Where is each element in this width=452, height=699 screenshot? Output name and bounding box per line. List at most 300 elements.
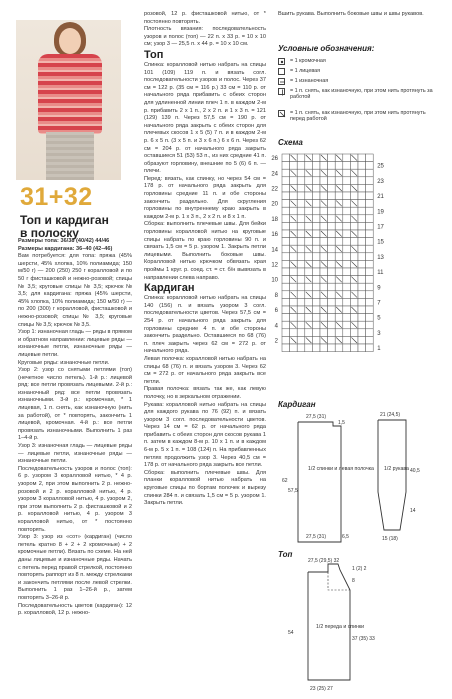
chart-cell xyxy=(358,253,366,261)
chart-cell xyxy=(366,192,374,200)
top-schematic-title: Топ xyxy=(278,550,293,559)
model-photo xyxy=(16,20,121,180)
legend-title: Условные обозначения: xyxy=(278,44,375,53)
chart-cell xyxy=(312,283,320,291)
chart-row-number: 18 xyxy=(271,216,278,223)
chart-cell xyxy=(282,207,290,215)
top-body-outline xyxy=(308,564,350,680)
chart-cell xyxy=(282,169,290,177)
model-skirt xyxy=(46,132,94,180)
chart-row-number: 19 xyxy=(377,209,384,216)
chart-cell xyxy=(290,253,298,261)
chart-cell xyxy=(282,306,290,314)
top-front: Перед: вязать, как спинку, но через 54 см = 178 р. от начального ряда закрыть для горловины средние 11 п. и обе стороны закончить раздельно. Для скругления горловины по внутреннему краю закрыть в каждом 2-м р. 1 x 3 п., 2 x 2 п. и 8 x 1 п. xyxy=(144,175,266,220)
chart-cell xyxy=(312,344,320,352)
chart-cell xyxy=(328,200,336,208)
dim-sleeve-top: 21 (24,5) xyxy=(380,412,401,418)
chart-cell xyxy=(366,329,374,337)
chart-cell xyxy=(335,268,343,276)
chart-cell xyxy=(335,222,343,230)
chart-cell xyxy=(312,192,320,200)
chart-cell xyxy=(328,314,336,322)
chart-cell xyxy=(290,162,298,170)
chart-row-number: 6 xyxy=(274,308,278,315)
chart-cell xyxy=(335,344,343,352)
chart-cell xyxy=(343,260,351,268)
chart-cell xyxy=(343,253,351,261)
chart-cell xyxy=(328,154,336,162)
heading-cardigan: Кардиган xyxy=(144,282,195,295)
chart-cell xyxy=(320,192,328,200)
dim-height-body: 54 xyxy=(288,630,294,636)
chart-cell xyxy=(282,329,290,337)
chart-cell xyxy=(290,192,298,200)
pattern-title-line1: Топ и кардиган xyxy=(20,213,109,227)
chart-cell xyxy=(358,169,366,177)
chart-cell xyxy=(312,230,320,238)
circular-rows: Круговые ряды: изнаночные петли. xyxy=(18,359,110,366)
cardigan-schematic xyxy=(278,412,443,547)
chart-cell xyxy=(366,253,374,261)
chart-cell xyxy=(366,245,374,253)
chart-cell xyxy=(366,260,374,268)
chart-cell xyxy=(328,207,336,215)
chart-cell xyxy=(290,268,298,276)
chart-cell xyxy=(312,154,320,162)
chart-cell xyxy=(297,291,305,299)
knitting-chart xyxy=(271,150,438,358)
chart-cell xyxy=(350,344,358,352)
chart-cell xyxy=(350,238,358,246)
chart-cell xyxy=(290,207,298,215)
chart-cell xyxy=(305,329,313,337)
chart-cell xyxy=(328,169,336,177)
dim-top-width: 27,5 (29,5) 32 xyxy=(308,558,340,564)
chart-cell xyxy=(366,306,374,314)
chart-cell xyxy=(320,283,328,291)
top-assembly: Сборка: выполнить плечевые швы. Для бейки горловины коралловой нитью на круговые спицы набрать по краю горловины 90 п. и связать 1,5 см = 5 р. узором 1. Закрыть петли лицевыми. Выполнить боковые швы. Коралловой нитью крючком обвязать края проймы 1 круг. р. соед. ст. = ст. б/н вывязать в направлении слева направо. xyxy=(144,221,266,281)
chart-cell xyxy=(343,230,351,238)
chart-cell xyxy=(297,314,305,322)
chart-row-number: 23 xyxy=(377,178,384,185)
chart-cell xyxy=(312,162,320,170)
chart-cell xyxy=(312,314,320,322)
cardigan-right-front: Правая полочка: вязать так же, как левую полочку, но в зеркальном отражении. xyxy=(144,386,266,400)
col2-continued: розовой, 12 р. фисташковой нитью, от * постоянно повторять. xyxy=(144,11,266,25)
chart-cell xyxy=(320,222,328,230)
chart-cell xyxy=(350,283,358,291)
chart-cell xyxy=(328,268,336,276)
top-back: Спинка: коралловой нитью набрать на спицы 101 (109) 119 п. и вязать согл. последовательности узоров и полос. Через 37 см = 122 р. (35 см = 116 р.) 33 см = 110 р. от начального ряда прибавить с обеих сторон для удлиненной линии плеч 1 п. в каждом 2-м р. прибавить 2 x 1 п., 2 x 2 п. и 1 x 3 п. = 121 (129) 139 п. Через 57,5 см = 190 р. от начального ряда закрыть с обеих сторон для плечевых скосов 1 x 5 (5) 7 п. и в каждом 2-м р. 6 x 5 п. (3 x 5 п. и 3 x 6 п.) 6 x 6 п. Через 62 см = 204 р. от начального ряда закрыть оставшиеся 51 (53) 53 п., из них средние 41 п. образуют горловину, внешние по 5 (6) 6 п. — плечи. xyxy=(144,61,266,175)
chart-cell xyxy=(343,276,351,284)
chart-cell xyxy=(328,283,336,291)
chart-cell xyxy=(358,222,366,230)
chart-cell xyxy=(366,336,374,344)
chart-cell xyxy=(328,276,336,284)
chart-cell xyxy=(297,344,305,352)
chart-cell xyxy=(282,154,290,162)
chart-cell xyxy=(297,321,305,329)
chart-cell xyxy=(305,177,313,185)
chart-row-number: 10 xyxy=(271,277,278,284)
chart-cell xyxy=(358,336,366,344)
chart-cell xyxy=(343,298,351,306)
chart-cell xyxy=(312,184,320,192)
chart-cell xyxy=(290,177,298,185)
chart-cell xyxy=(320,162,328,170)
label-sleeve: 1/2 рукава xyxy=(384,466,409,472)
chart-cell xyxy=(343,268,351,276)
pattern-3: Узор 3: изнаночная гладь — лицевые ряды — лицевые петли, изнаночные ряды — изнаночные петли. xyxy=(18,443,132,465)
chart-cell xyxy=(350,162,358,170)
chart-cell xyxy=(366,207,374,215)
chart-cell xyxy=(320,329,328,337)
chart-cell xyxy=(343,238,351,246)
chart-row-number: 13 xyxy=(377,254,384,261)
chart-row-number: 9 xyxy=(377,285,381,292)
chart-row-number: 26 xyxy=(271,156,278,163)
chart-cell xyxy=(350,253,358,261)
chart-cell xyxy=(290,298,298,306)
chart-cell xyxy=(343,291,351,299)
chart-cell xyxy=(328,162,336,170)
chart-cell xyxy=(282,184,290,192)
dim-shoulder: 1 (2) 2 xyxy=(352,566,367,572)
chart-cell xyxy=(282,260,290,268)
chart-cell xyxy=(350,177,358,185)
chart-cell xyxy=(358,268,366,276)
pattern-title xyxy=(20,214,109,240)
chart-cell xyxy=(282,321,290,329)
cardigan-assembly: Сборка: выполнить плечевые швы. Для планки коралловой нитью набрать на круговые спицы по бортам полочек и вырезу спинки 284 п. и связать 1,5 см = 5 р. узором 1. Закрыть петли. xyxy=(144,469,266,507)
chart-cell xyxy=(343,207,351,215)
chart-cell xyxy=(297,276,305,284)
label-half-back: 1/2 спинки и левая полочка xyxy=(308,466,374,472)
chart-cell xyxy=(297,154,305,162)
chart-cell xyxy=(297,192,305,200)
chart-cell xyxy=(297,215,305,223)
chart-cell xyxy=(282,291,290,299)
chart-cell xyxy=(297,336,305,344)
chart-cell xyxy=(366,154,374,162)
col3-intro: Вшить рукава. Выполнить боковые швы и швы рукавов. xyxy=(278,11,424,17)
chart-cell xyxy=(282,314,290,322)
chart-row-number: 7 xyxy=(377,300,381,307)
chart-cell xyxy=(297,162,305,170)
chart-cell xyxy=(335,192,343,200)
chart-cell xyxy=(328,215,336,223)
chart-cell xyxy=(366,344,374,352)
chart-cell xyxy=(328,329,336,337)
heading-top: Топ xyxy=(144,48,164,61)
chart-cell xyxy=(290,238,298,246)
label-half-front-back: 1/2 переда и спинки xyxy=(316,624,365,630)
chart-cell xyxy=(358,215,366,223)
pattern-number: 31+32 xyxy=(20,183,93,211)
dim-armhole: 37 (35) 33 xyxy=(352,636,375,642)
chart-cell xyxy=(366,215,374,223)
chart-cell xyxy=(320,314,328,322)
chart-cell xyxy=(282,336,290,344)
chart-cell xyxy=(305,192,313,200)
chart-cell xyxy=(343,184,351,192)
chart-cell xyxy=(312,169,320,177)
chart-cell xyxy=(366,169,374,177)
materials: Вам потребуется: для топа: пряжа (45% шерсти, 45% хлопка, 10% полиамида; 150 м/50 г) — 200 (250) 250 г коралловой и по 50 г фисташковой и нежно-розовой; спицы № 3,5; круговые спицы № 3,5; крючок № 3,5; для кардигана: пряжа (45% шерсти, 45% хлопка, 10% полиамида; 150 м/50 г) — по 200 (300) г коралловой, фисташковой и нежно-розовой; спицы № 3,5; круговые спицы № 3,5; крючок № 3,5. xyxy=(18,253,132,328)
chart-cell xyxy=(312,253,320,261)
chart-cell xyxy=(350,192,358,200)
chart-cell xyxy=(358,207,366,215)
chart-cell xyxy=(282,276,290,284)
chart-cell xyxy=(350,222,358,230)
chart-cell xyxy=(366,222,374,230)
chart-cell xyxy=(297,222,305,230)
chart-cell xyxy=(328,184,336,192)
pattern-1: Узор 1: изнаночная гладь — ряды в прямом и обратном направлении: лицевые ряды — изнаночные петли, изнаночные ряды — лицевые петли. xyxy=(18,329,132,358)
chart-cell xyxy=(335,314,343,322)
chart-cell xyxy=(358,230,366,238)
chart-cell xyxy=(366,291,374,299)
chart-cell xyxy=(297,245,305,253)
chart-row-number: 24 xyxy=(271,171,278,178)
chart-cell xyxy=(320,177,328,185)
chart-row-number: 11 xyxy=(377,270,384,277)
chart-cell xyxy=(312,321,320,329)
purl-symbol-icon xyxy=(278,78,285,85)
pattern-honeycomb: Узор 3: узор из «сот» (кардиган) (число петель кратно 8 + 2 + 2 кромочные) + 2 кромочные петли). Вязать по схеме. На ней даны лицевые и изнаночные ряды. Начать с петель перед правой стрелкой, постоянно повторять раппорт из 8 п. между стрелками и закончить петлями после левой стрелки. Выполнить 1 раз 1–26-й р., затем повторять 3–26-й р. xyxy=(18,534,132,601)
cardigan-sleeves: Рукава: коралловой нитью набрать на спицы для каждого рукава по 76 (92) п. и вязать узором 3 согл. последовательности цветов. Через 14 см = 62 р. от начального ряда прибавить с обеих сторон для скосов рукава 1 п. затем в каждом 8-м р. 10 x 1 п. и в каждом 6-м р. 5 x 1 п. = 108 (124) п. На прибавленных петлях продолжить узор 3. Через 40,5 см = 178 р. от начального ряда закрыть все петли. xyxy=(144,401,266,469)
sizes-top: Размеры топа: 36/38 (40/42) 44/46 xyxy=(18,238,110,244)
chart-cell xyxy=(305,222,313,230)
dim-sleeve-height: 40,5 xyxy=(410,468,420,474)
column-2 xyxy=(144,11,266,508)
chart-cell xyxy=(343,314,351,322)
chart-row-number: 21 xyxy=(377,194,384,201)
chart-cell xyxy=(358,314,366,322)
chart-cell xyxy=(343,169,351,177)
chart-cell xyxy=(305,314,313,322)
chart-cell xyxy=(312,276,320,284)
chart-cell xyxy=(366,200,374,208)
cardigan-sleeve-outline xyxy=(378,420,406,530)
sizes-cardigan: Размеры кардигана: 36–40 (42–46) xyxy=(18,245,113,252)
chart-cell xyxy=(282,344,290,352)
chart-cell xyxy=(282,283,290,291)
chart-cell xyxy=(328,238,336,246)
chart-cell xyxy=(366,283,374,291)
dim-sleeve-cuff: 14 xyxy=(410,508,416,514)
chart-cell xyxy=(290,283,298,291)
chart-cell xyxy=(290,314,298,322)
chart-row-number: 1 xyxy=(377,346,381,353)
chart-cell xyxy=(282,253,290,261)
chart-cell xyxy=(305,253,313,261)
chart-row-number: 4 xyxy=(274,323,278,330)
chart-cell xyxy=(328,260,336,268)
top-schematic xyxy=(278,560,443,695)
chart-cell xyxy=(282,298,290,306)
column-1 xyxy=(18,238,132,618)
chart-cell xyxy=(366,184,374,192)
chart-cell xyxy=(282,268,290,276)
chart-cell xyxy=(290,222,298,230)
chart-cell xyxy=(297,238,305,246)
chart-cell xyxy=(358,192,366,200)
chart-cell xyxy=(282,162,290,170)
chart-cell xyxy=(358,291,366,299)
chart-cell xyxy=(312,222,320,230)
chart-cell xyxy=(366,321,374,329)
chart-cell xyxy=(343,200,351,208)
chart-row-number: 25 xyxy=(377,163,384,170)
chart-cell xyxy=(343,344,351,352)
chart-row-number: 22 xyxy=(271,186,278,193)
chart-cell xyxy=(297,260,305,268)
chart-cell xyxy=(297,230,305,238)
chart-cell xyxy=(358,177,366,185)
chart-cell xyxy=(312,291,320,299)
chart-cell xyxy=(320,268,328,276)
chart-cell xyxy=(320,298,328,306)
chart-cell xyxy=(358,298,366,306)
chart-cell xyxy=(343,336,351,344)
chart-cell xyxy=(282,230,290,238)
cardigan-body-outline xyxy=(298,422,341,542)
chart-cell xyxy=(343,162,351,170)
chart-cell xyxy=(366,230,374,238)
chart-cell xyxy=(297,177,305,185)
chart-cell xyxy=(366,177,374,185)
chart-cell xyxy=(282,192,290,200)
chart-cell xyxy=(335,298,343,306)
pattern-title-line2: в полоску xyxy=(20,226,79,240)
chart-cell xyxy=(282,215,290,223)
chart-cell xyxy=(320,207,328,215)
chart-cell xyxy=(328,222,336,230)
chart-row-number: 17 xyxy=(377,224,384,231)
chart-cell xyxy=(343,215,351,223)
chart-cell xyxy=(350,268,358,276)
chart-cell xyxy=(343,192,351,200)
chart-cell xyxy=(297,184,305,192)
sequence-cardigan: Последовательность цветов (кардиган): 12 р. коралловой, 12 р. нежно- xyxy=(18,602,132,617)
slip-back-symbol-icon xyxy=(278,88,285,95)
chart-cell xyxy=(343,245,351,253)
chart-cell xyxy=(297,283,305,291)
chart-cell xyxy=(343,306,351,314)
chart-cell xyxy=(366,314,374,322)
chart-cell xyxy=(297,253,305,261)
dim-top-width: 27,5 (31) xyxy=(306,414,327,420)
chart-cell xyxy=(328,306,336,314)
chart-row-number: 3 xyxy=(377,330,381,337)
chart-cell xyxy=(358,245,366,253)
chart-row-number: 2 xyxy=(274,338,278,345)
chart-cell xyxy=(320,238,328,246)
chart-cell xyxy=(312,306,320,314)
chart-cell xyxy=(350,329,358,337)
pattern-2: Узор 2: узор со снятыми петлями (топ) (нечетное число петель). 1-й р.: лицевой ряд: все петли провязать лицевыми. 2-й р.: изнаночный ряд: все петли провязать изнаночными. 3-й р.: кромочная, * 1 лицевая, 1 п. снять, как изнаночную (нить за работой), от * повторять, закончить 1 лицевой, кромочная. 4-й р.: все петли провязать изнаночными. Выполнить 1 раз 1–4-й р. xyxy=(18,367,132,442)
chart-row-number: 12 xyxy=(271,262,278,269)
dim-bottom-width: 23 (25) 27 xyxy=(310,686,333,692)
chart-cell xyxy=(366,268,374,276)
chart-cell xyxy=(366,276,374,284)
scheme-title: Схема xyxy=(278,138,303,147)
chart-cell xyxy=(312,200,320,208)
chart-cell xyxy=(358,154,366,162)
chart-cell xyxy=(328,291,336,299)
striped-cardigan xyxy=(38,54,102,134)
chart-cell xyxy=(312,215,320,223)
gauge: Плотность вязания: последовательность узоров и полос (топ) — 22 п. x 33 р. = 10 x 10 см; узор 3 — 25,5 п. x 44 р. = 10 x 10 см. xyxy=(144,26,266,48)
chart-cell xyxy=(305,162,313,170)
chart-cell xyxy=(305,238,313,246)
chart-cell xyxy=(350,298,358,306)
selvage-symbol-icon xyxy=(278,58,285,65)
chart-cell xyxy=(320,344,328,352)
chart-cell xyxy=(358,306,366,314)
chart-cell xyxy=(305,298,313,306)
chart-cell xyxy=(328,230,336,238)
chart-cell xyxy=(328,298,336,306)
chart-cell xyxy=(312,298,320,306)
chart-cell xyxy=(335,253,343,261)
chart-cell xyxy=(350,314,358,322)
chart-cell xyxy=(282,238,290,246)
chart-cell xyxy=(343,321,351,329)
chart-cell xyxy=(312,336,320,344)
column-3 xyxy=(278,11,428,19)
chart-cell xyxy=(312,238,320,246)
model-face xyxy=(59,28,81,54)
chart-cell xyxy=(312,245,320,253)
chart-cell xyxy=(335,162,343,170)
chart-cell xyxy=(343,329,351,337)
chart-cell xyxy=(366,298,374,306)
dim-height-body: 57,5 xyxy=(288,488,298,494)
chart-cell xyxy=(343,177,351,185)
chart-cell xyxy=(305,344,313,352)
chart-row-number: 16 xyxy=(271,232,278,239)
chart-cell xyxy=(328,192,336,200)
chart-cell xyxy=(328,253,336,261)
chart-row-number: 8 xyxy=(274,292,278,299)
chart-cell xyxy=(358,200,366,208)
chart-cell xyxy=(358,238,366,246)
chart-cell xyxy=(358,184,366,192)
chart-cell xyxy=(343,222,351,230)
cardigan-back: Спинка: коралловой нитью набрать на спицы 140 (156) п. и вязать узором 3 согл. последовательности цветов. Через 57,5 см = 254 р. от начального ряда закрыть для горловины средние 4 п. и обе стороны закончить раздельно. Оставшиеся по 68 (76) п. плеч закрыть через 62 см = 272 р. от начального ряда. xyxy=(144,295,266,355)
chart-cell xyxy=(343,154,351,162)
chart-cell xyxy=(350,207,358,215)
chart-cell xyxy=(312,177,320,185)
chart-cell xyxy=(366,238,374,246)
chart-cell xyxy=(358,329,366,337)
chart-cell xyxy=(297,298,305,306)
chart-cell xyxy=(282,200,290,208)
chart-cell xyxy=(297,268,305,276)
chart-cell xyxy=(343,283,351,291)
dim-neck-drop: 8 xyxy=(352,578,355,584)
chart-cell xyxy=(312,329,320,337)
chart-cell xyxy=(305,268,313,276)
chart-cell xyxy=(282,177,290,185)
chart-cell xyxy=(328,177,336,185)
chart-cell xyxy=(328,321,336,329)
chart-row-number: 14 xyxy=(271,247,278,254)
chart-cell xyxy=(335,238,343,246)
dim-sleeve-bottom: 15 (18) xyxy=(382,536,398,542)
